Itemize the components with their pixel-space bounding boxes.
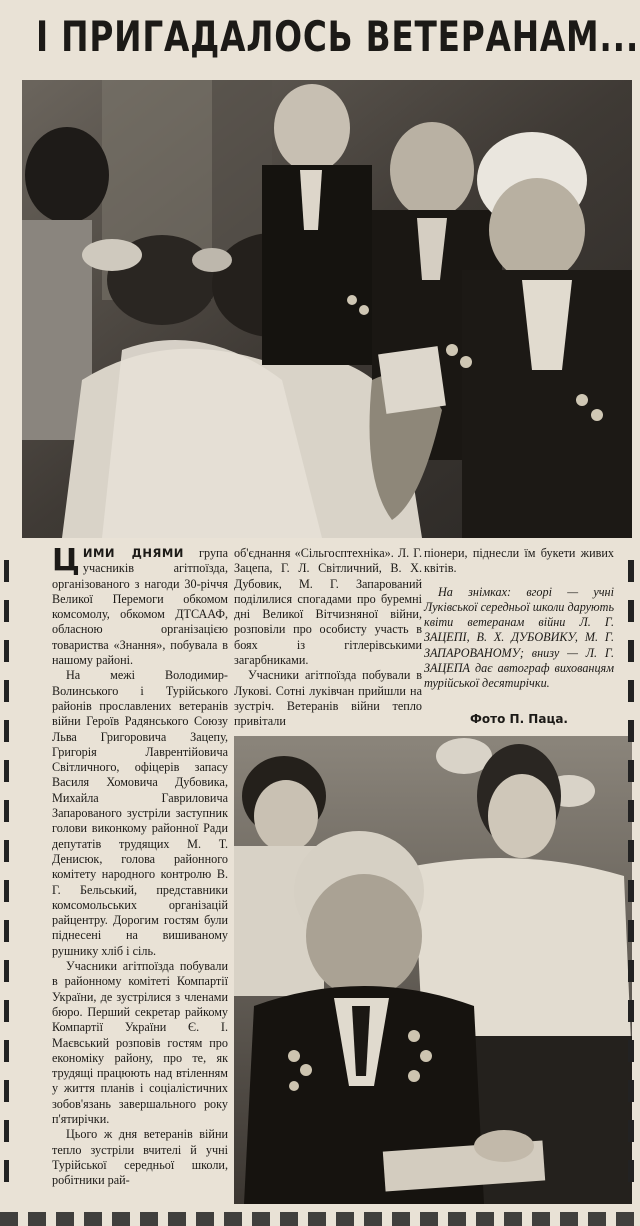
left-edge-marks [4,560,9,1200]
article-paragraph: піонери, піднесли їм букети живих квітів. [424,546,614,576]
photo-caption: На знімках: вгорі — учні Луківської середньої школи дарують квіти ветеранам війни Л. Г. ЗАЦЕПІ, В. Х. ДУБОВИКУ, М. Г. ЗАПАРОВАНОМУ; внизу — Л. Г. ЗАЦЕПА дає автограф вихованцям турійської десятирічки. [424,584,614,691]
lead-text: група учасників агітпоїзда, організованого з нагоди 30-річчя Великої Перемоги обкомом комсомолу, обкомом ДТСААФ, обласною організацією товариства «Знання», побувала в нашому районі. [52,546,228,668]
lead-words: ИМИ ДНЯМИ [82,546,184,560]
drop-cap: Ц [52,543,80,578]
article-paragraph: Цього ж дня ветеранів війни тепло зустріли вчителі й учні Турійської середньої школи, робітники рай- [52,1127,228,1188]
bottom-edge-marks [0,1212,640,1226]
article-column-1 [52,543,228,1188]
article-paragraph: об'єднання «Сільгосптехніка». Л. Г. Зацепа, Г. Л. Світличний, В. Х. Дубовик, М. Г. Запарований поділилися спогадами про буремні дні Великої Вітчизняної війни, розповіли про особисту участь в боях із гітлерівськими загарбниками. [234,546,422,668]
article-paragraph: Учасники агітпоїзда побували в районному комітеті Компартії України, де зустрілися з членами бюро. Перший секретар райкому Компартії України Є. І. Маєвський розповів гостям про економіку району, про те, як трудящі працюють над втіленням у життя планів і соціалістичних зобов'язань завершального року п'ятирічки. [52,959,228,1126]
photo-veterans-receiving-flowers [22,80,632,538]
article-column-3 [424,546,614,692]
photo-credit: Фото П. Паца. [470,712,568,726]
photo-veteran-signing-autograph [234,736,632,1204]
right-edge-marks [628,560,634,1200]
article-column-2 [234,546,422,730]
article-paragraph: Учасники агітпоїзда побували в Лукові. Сотні луківчан прийшли на зустріч. Ветеранів війни тепло привітали [234,668,422,729]
article-lead-paragraph [52,543,228,668]
article-headline: І ПРИГАДАЛОСЬ ВЕТЕРАНАМ... [36,12,640,61]
article-paragraph: На межі Володимир-Волинського і Турійського районів прославлених ветеранів війни Героїв Радянського Союзу Льва Григоровича Зацепу, Григорія Лаврентійовича Світличного, офіцерів запасу Василя Хомовича Дубовика, Михайла Гавриловича Запарованого зустріли заступник голови виконкому районної Ради депутатів трудящих М. Т. Денисюк, голова районного комітету народного контролю В. Г. Бельський, представники комсомольських організацій райцентру. Дорогим гостям були піднесені на вишиваному рушнику хліб і сіль. [52,668,228,958]
